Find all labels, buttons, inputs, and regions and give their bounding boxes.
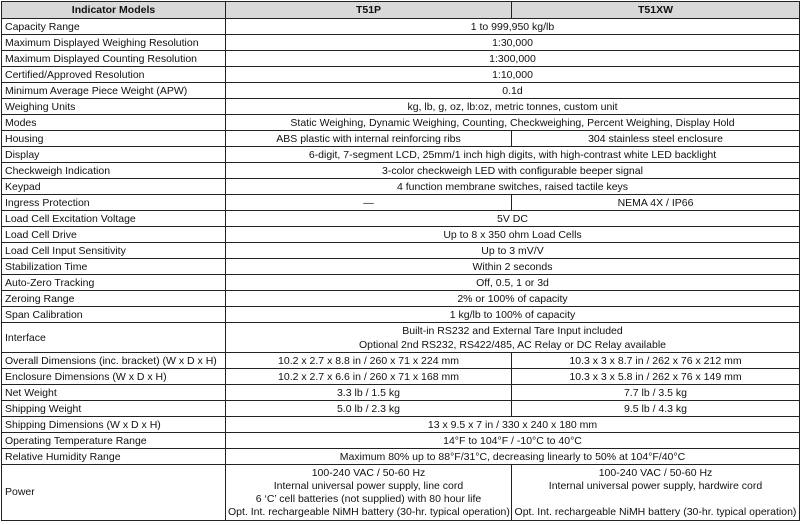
row-label: Maximum Displayed Weighing Resolution bbox=[2, 35, 226, 51]
table-row bbox=[2, 163, 800, 179]
row-value bbox=[226, 323, 800, 353]
value-line bbox=[514, 493, 797, 506]
row-value: 14°F to 104°F / -10°C to 40°C bbox=[226, 433, 800, 449]
row-label: Capacity Range bbox=[2, 19, 226, 35]
table-row bbox=[2, 433, 800, 449]
row-label: Keypad bbox=[2, 179, 226, 195]
row-value: Up to 8 x 350 ohm Load Cells bbox=[226, 227, 800, 243]
table-row bbox=[2, 99, 800, 115]
specifications-table bbox=[1, 1, 800, 521]
row-value: kg, lb, g, oz, lb:oz, metric tonnes, custom unit bbox=[226, 99, 800, 115]
header-t51xw: T51XW bbox=[512, 2, 800, 19]
row-value: 5V DC bbox=[226, 211, 800, 227]
row-value: 4 function membrane switches, raised tactile keys bbox=[226, 179, 800, 195]
row-label: Modes bbox=[2, 115, 226, 131]
row-value: 1:300,000 bbox=[226, 51, 800, 67]
row-label: Load Cell Excitation Voltage bbox=[2, 211, 226, 227]
row-label: Shipping Weight bbox=[2, 401, 226, 417]
table-row bbox=[2, 131, 800, 147]
row-label: Display bbox=[2, 147, 226, 163]
table-row bbox=[2, 449, 800, 465]
table-row bbox=[2, 19, 800, 35]
row-value-t51p: 3.3 lb / 1.5 kg bbox=[226, 385, 512, 401]
row-value: 1 to 999,950 kg/lb bbox=[226, 19, 800, 35]
row-value: Up to 3 mV/V bbox=[226, 243, 800, 259]
row-label: Auto-Zero Tracking bbox=[2, 275, 226, 291]
header-row bbox=[2, 2, 800, 19]
row-value-t51xw: NEMA 4X / IP66 bbox=[512, 195, 800, 211]
table-row bbox=[2, 147, 800, 163]
table-row bbox=[2, 211, 800, 227]
row-label: Certified/Approved Resolution bbox=[2, 67, 226, 83]
row-value: 6-digit, 7-segment LCD, 25mm/1 inch high digits, with high-contrast white LED backlight bbox=[226, 147, 800, 163]
row-label: Load Cell Drive bbox=[2, 227, 226, 243]
row-label: Ingress Protection bbox=[2, 195, 226, 211]
value-line: 6 ‘C’ cell batteries (not supplied) with 80 hour life bbox=[255, 492, 482, 505]
value-line: Opt. Int. rechargeable NiMH battery (30-hr. typical operation) bbox=[228, 505, 510, 518]
row-value-t51xw: 304 stainless steel enclosure bbox=[512, 131, 800, 147]
row-label: Shipping Dimensions (W x D x H) bbox=[2, 417, 226, 433]
row-label: Operating Temperature Range bbox=[2, 433, 226, 449]
header-indicator-models: Indicator Models bbox=[2, 2, 226, 19]
row-label: Enclosure Dimensions (W x D x H) bbox=[2, 369, 226, 385]
table-row bbox=[2, 115, 800, 131]
row-value-t51xw bbox=[512, 465, 800, 521]
row-value-t51p: ABS plastic with internal reinforcing ribs bbox=[226, 131, 512, 147]
table-row bbox=[2, 195, 800, 211]
table-row bbox=[2, 67, 800, 83]
row-value: 2% or 100% of capacity bbox=[226, 291, 800, 307]
row-label: Maximum Displayed Counting Resolution bbox=[2, 51, 226, 67]
row-label: Housing bbox=[2, 131, 226, 147]
table-row bbox=[2, 179, 800, 195]
row-label: Load Cell Input Sensitivity bbox=[2, 243, 226, 259]
table-row bbox=[2, 227, 800, 243]
row-label: Overall Dimensions (inc. bracket) (W x D x H) bbox=[2, 353, 226, 369]
table-row bbox=[2, 291, 800, 307]
value-line: 100-240 VAC / 50-60 Hz bbox=[598, 466, 713, 479]
row-label: Stabilization Time bbox=[2, 259, 226, 275]
row-value: 3-color checkweigh LED with configurable beeper signal bbox=[226, 163, 800, 179]
row-label: Minimum Average Piece Weight (APW) bbox=[2, 83, 226, 99]
row-value: 13 x 9.5 x 7 in / 330 x 240 x 180 mm bbox=[226, 417, 800, 433]
value-line: Internal universal power supply, line cord bbox=[273, 479, 464, 492]
row-value: Within 2 seconds bbox=[226, 259, 800, 275]
row-value-t51p: 10.2 x 2.7 x 8.8 in / 260 x 71 x 224 mm bbox=[226, 353, 512, 369]
header-t51p: T51P bbox=[226, 2, 512, 19]
value-line: Internal universal power supply, hardwire cord bbox=[548, 479, 763, 492]
table-row bbox=[2, 51, 800, 67]
table-row bbox=[2, 259, 800, 275]
row-value: 1:10,000 bbox=[226, 67, 800, 83]
table-row bbox=[2, 401, 800, 417]
row-label: Net Weight bbox=[2, 385, 226, 401]
row-label: Zeroing Range bbox=[2, 291, 226, 307]
value-line: 100-240 VAC / 50-60 Hz bbox=[311, 466, 426, 479]
row-value-t51p: 10.2 x 2.7 x 6.6 in / 260 x 71 x 168 mm bbox=[226, 369, 512, 385]
table-row bbox=[2, 243, 800, 259]
row-value: 0.1d bbox=[226, 83, 800, 99]
value-line: Built-in RS232 and External Tare Input included bbox=[402, 324, 623, 337]
row-value-t51p: — bbox=[226, 195, 512, 211]
table-row bbox=[2, 35, 800, 51]
row-value-t51xw: 10.3 x 3 x 5.8 in / 262 x 76 x 149 mm bbox=[512, 369, 800, 385]
table-row bbox=[2, 323, 800, 353]
row-value: Off, 0.5, 1 or 3d bbox=[226, 275, 800, 291]
value-line: Opt. Int. rechargeable NiMH battery (30-hr. typical operation) bbox=[514, 505, 797, 518]
table-row bbox=[2, 465, 800, 521]
table-row bbox=[2, 353, 800, 369]
row-value: 1 kg/lb to 100% of capacity bbox=[226, 307, 800, 323]
table-row bbox=[2, 275, 800, 291]
table-row bbox=[2, 369, 800, 385]
row-value-t51xw: 10.3 x 3 x 8.7 in / 262 x 76 x 212 mm bbox=[512, 353, 800, 369]
table-row bbox=[2, 83, 800, 99]
row-label: Weighing Units bbox=[2, 99, 226, 115]
table-row bbox=[2, 307, 800, 323]
row-value: Static Weighing, Dynamic Weighing, Counting, Checkweighing, Percent Weighing, Display Hold bbox=[226, 115, 800, 131]
row-value: Maximum 80% up to 88°F/31°C, decreasing linearly to 50% at 104°F/40°C bbox=[226, 449, 800, 465]
row-value: 1:30,000 bbox=[226, 35, 800, 51]
row-value-t51xw: 9.5 lb / 4.3 kg bbox=[512, 401, 800, 417]
row-label: Checkweigh Indication bbox=[2, 163, 226, 179]
row-value-t51p: 5.0 lb / 2.3 kg bbox=[226, 401, 512, 417]
row-label: Power bbox=[2, 465, 226, 521]
row-label: Span Calibration bbox=[2, 307, 226, 323]
table-row bbox=[2, 385, 800, 401]
row-value-t51p bbox=[226, 465, 512, 521]
value-line: Optional 2nd RS232, RS422/485, AC Relay or DC Relay available bbox=[358, 338, 666, 351]
table-row bbox=[2, 417, 800, 433]
row-value-t51xw: 7.7 lb / 3.5 kg bbox=[512, 385, 800, 401]
row-label: Relative Humidity Range bbox=[2, 449, 226, 465]
row-label: Interface bbox=[2, 323, 226, 353]
